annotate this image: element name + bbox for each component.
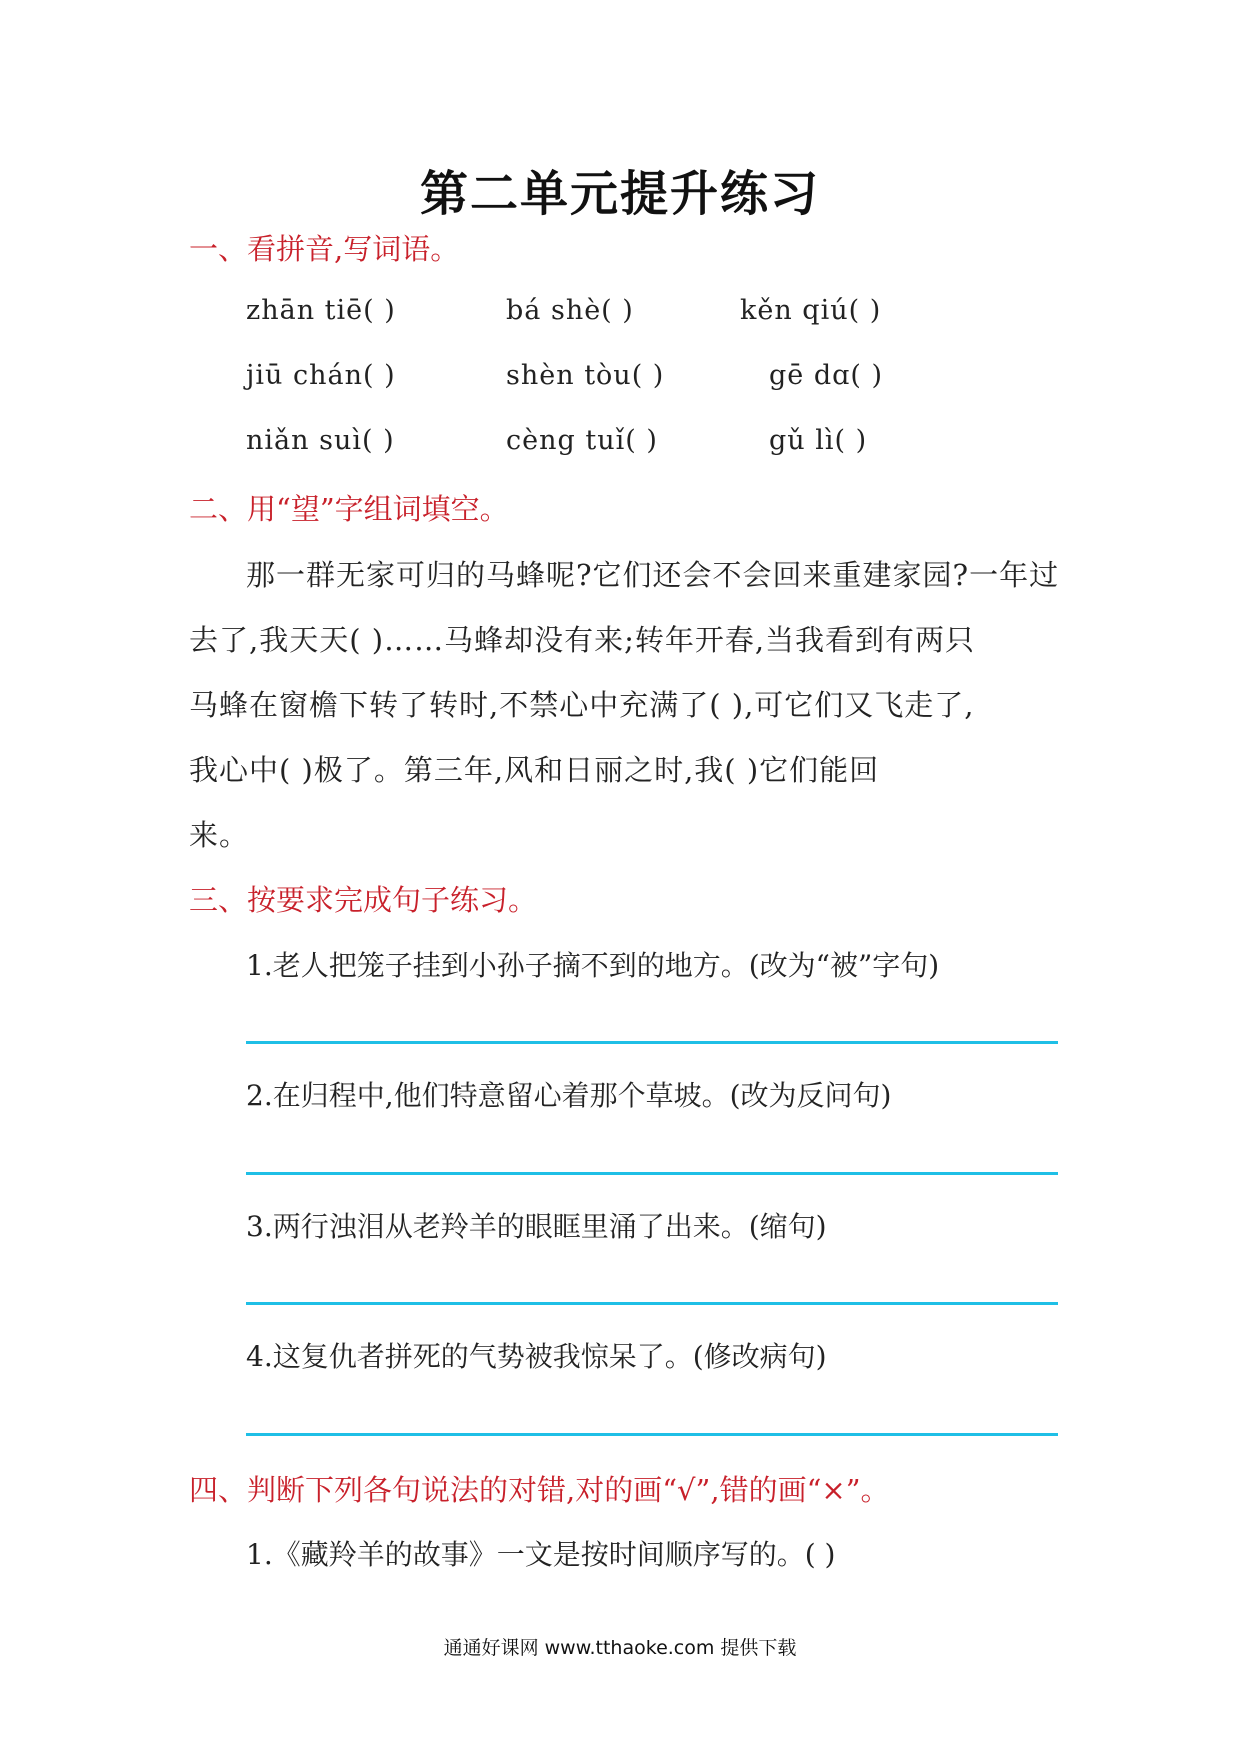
pinyin-item: gǔ lì( ) [769,425,868,456]
pinyin-item: kěn qiú( ) [740,295,882,326]
paragraph-line: 马蜂在窗檐下转了转时,不禁心中充满了( ),可它们又飞走了, [189,688,975,722]
paragraph-line: 来。 [189,818,250,852]
pinyin-item: zhān tiē( ) [246,295,396,326]
paragraph-line: 那一群无家可归的马蜂呢?它们还会不会回来重建家园?一年过 [246,558,1060,592]
footer-credit: 通通好课网 www.tthaoke.com 提供下载 [443,1637,797,1659]
question-item: 4.这复仇者拼死的气势被我惊呆了。(修改病句) [246,1340,827,1373]
answer-line[interactable] [246,1302,1058,1305]
pinyin-item: bá shè( ) [506,295,634,326]
pinyin-item: shèn tòu( ) [506,360,665,391]
section-2-heading: 二、用“望”字组词填空。 [189,492,509,526]
section-1-heading: 一、看拼音,写词语。 [189,232,460,266]
answer-line[interactable] [246,1433,1058,1436]
section-3-heading: 三、按要求完成句子练习。 [189,883,538,917]
section-4-heading: 四、判断下列各句说法的对错,对的画“√”,错的画“×”。 [189,1473,890,1507]
question-item: 1.《藏羚羊的故事》一文是按时间顺序写的。( ) [246,1538,836,1571]
pinyin-item: gē dɑ( ) [769,360,884,391]
pinyin-item: niǎn suì( ) [246,425,395,456]
paragraph-line: 我心中( )极了。第三年,风和日丽之时,我( )它们能回 [189,753,880,787]
question-item: 3.两行浊泪从老羚羊的眼眶里涌了出来。(缩句) [246,1210,827,1243]
pinyin-item: cèng tuǐ( ) [506,425,658,456]
paragraph-line: 去了,我天天( )……马蜂却没有来;转年开春,当我看到有两只 [189,623,976,657]
answer-line[interactable] [246,1041,1058,1044]
page-title: 第二单元提升练习 [419,166,820,222]
question-item: 2.在归程中,他们特意留心着那个草坡。(改为反问句) [246,1079,892,1112]
pinyin-item: jiū chán( ) [246,360,396,391]
answer-line[interactable] [246,1172,1058,1175]
question-item: 1.老人把笼子挂到小孙子摘不到的地方。(改为“被”字句) [246,949,940,982]
